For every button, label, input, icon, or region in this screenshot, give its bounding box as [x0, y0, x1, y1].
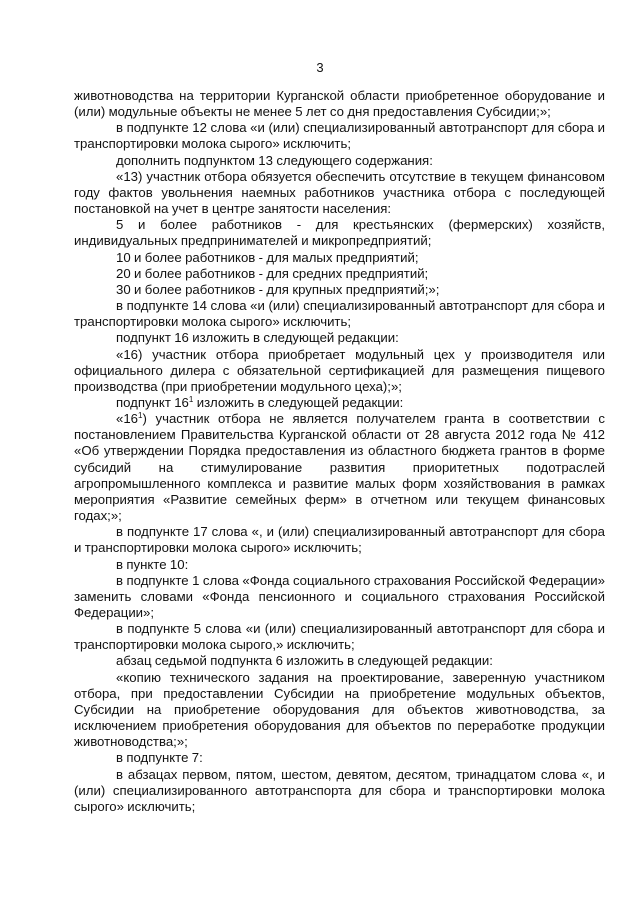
- superscript-index: 1: [188, 394, 194, 404]
- paragraph: в подпункте 7:: [116, 750, 203, 766]
- paragraph: в абзацах первом, пятом, шестом, девятом, десятом, тринадцатом слова «, и (или) специализированного автотранспорта для сбора и транспортировки молока сырого» исключить;: [74, 766, 605, 814]
- paragraph: абзац седьмой подпункта 6 изложить в следующей редакции:: [116, 653, 493, 669]
- paragraph: в подпункте 5 слова «и (или) специализированный автотранспорт для сбора и транспортировки молока сырого,» исключить;: [74, 621, 605, 653]
- paragraph: животноводства на территории Курганской области приобретенное оборудование и (или) модульные объекты не менее 5 лет со дня предоставления Субсидии;»;: [74, 88, 605, 120]
- paragraph: в подпункте 12 слова «и (или) специализированный автотранспорт для сбора и транспортировки молока сырого» исключить;: [74, 120, 605, 152]
- paragraph: [74, 395, 605, 411]
- paragraph: «копию технического задания на проектирование, заверенную участником отбора, при предоставлении Субсидии на приобретение модульных объектов, Субсидии на приобретение оборудования для объектов животноводства, за исключением приобретения оборудования для объектов по переработке продукции животноводства;»;: [74, 669, 605, 750]
- paragraph: в подпункте 14 слова «и (или) специализированный автотранспорт для сбора и транспортировки молока сырого» исключить;: [74, 298, 605, 330]
- paragraph: [74, 411, 605, 524]
- paragraph: 5 и более работников - для крестьянских (фермерских) хозяйств, индивидуальных предпринимателей и микропредприятий;: [74, 217, 605, 249]
- paragraph-text: ) участник отбора не является получателем гранта в соответствии с постановлением Правительства Курганской области от 28 августа 2012 года № 412 «Об утверждении Порядка предоставления из областного бюджета грантов в форме субсидий на стимулирование развития приоритетных подотраслей агропромышленного комплекса и развитие малых форм хозяйствования в рамках мероприятия «Развитие семейных ферм» в отчетном или текущем финансовых годах;»;: [74, 411, 605, 524]
- superscript-index: 1: [138, 411, 143, 421]
- page-number: 3: [316, 60, 324, 75]
- paragraph: 10 и более работников - для малых предприятий;: [116, 249, 419, 265]
- paragraph: в пункте 10:: [116, 556, 189, 572]
- paragraph: «13) участник отбора обязуется обеспечить отсутствие в текущем финансовом году фактов увольнения наемных работников участника отбора с последующей постановкой на учет в центре занятости населения:: [74, 168, 605, 217]
- paragraph: дополнить подпунктом 13 следующего содержания:: [116, 152, 433, 168]
- paragraph: «16) участник отбора приобретает модульный цех у производителя или официального дилера с обязательной сертификацией для размещения пищевого производства (при приобретении модульного цеха);»;: [74, 346, 605, 394]
- paragraph: 30 и более работников - для крупных предприятий;»;: [116, 281, 440, 297]
- paragraph: в подпункте 17 слова «, и (или) специализированный автотранспорт для сбора и транспортировки молока сырого» исключить;: [74, 524, 605, 556]
- paragraph-text: изложить в следующей редакции:: [193, 394, 404, 410]
- paragraph: 20 и более работников - для средних предприятий;: [116, 265, 429, 281]
- paragraph: в подпункте 1 слова «Фонда социального страхования Российской Федерации» заменить словами «Фонда пенсионного и социального страхования Российской Федерации»;: [74, 572, 605, 620]
- document-body: [74, 88, 605, 815]
- paragraph-text: подпункт 16: [116, 394, 189, 410]
- paragraph-text: «16: [116, 411, 139, 427]
- paragraph: подпункт 16 изложить в следующей редакции:: [116, 330, 399, 346]
